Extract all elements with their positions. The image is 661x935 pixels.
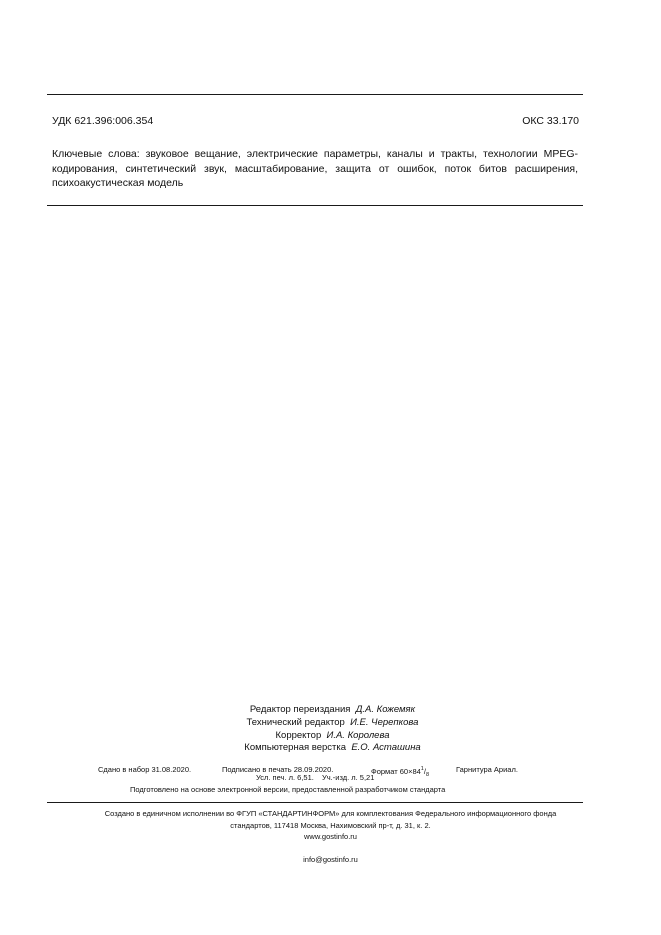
credit-name: И.Е. Черепкова: [350, 716, 419, 728]
keywords-block: [52, 147, 578, 191]
credit-tech-editor: [0, 717, 661, 730]
udk-code: УДК 621.396:006.354: [52, 115, 154, 127]
credit-role: Редактор переиздания: [249, 704, 351, 715]
top-rule: [47, 94, 583, 95]
oks-code: ОКС 33.170: [522, 115, 579, 127]
footer-contacts: [0, 831, 661, 866]
pub-format-prefix: Формат 60×84: [371, 767, 421, 776]
keywords-line: кодирования, синтетический звук, масштабирование, защита от ошибок, поток битов расширения,: [52, 162, 578, 175]
footer-block: [0, 808, 661, 866]
credit-name: Е.О. Асташина: [351, 742, 421, 754]
credit-name: И.А. Королева: [326, 729, 390, 741]
pub-format-num: 1: [420, 766, 424, 772]
pub-format: Формат $60\times 84^1/_8$: [371, 766, 430, 778]
footer-website[interactable]: www.gostinfo.ru: [304, 832, 357, 841]
footer-line2: стандартов, 117418 Москва, Нахимовский пр-т, д. 31, к. 2.: [230, 820, 431, 830]
keywords-line: психоакустическая модель: [52, 177, 184, 189]
credit-role: Технический редактор: [246, 716, 345, 728]
pub-signed: Подписано в печать 28.09.2020.: [222, 765, 334, 774]
keywords-line: Ключевые слова: звуковое вещание, электрические параметры, каналы и тракты, технологии MPEG-: [52, 148, 578, 160]
pub-prepared: Подготовлено на основе электронной версии, предоставленной разработчиком стандарта: [130, 785, 446, 794]
pub-edition-sheets: Уч.-изд. л. 5,21: [322, 773, 375, 782]
pub-submitted: Сдано в набор 31.08.2020.: [98, 765, 192, 774]
credit-editor: [0, 704, 661, 717]
credit-layout: [0, 742, 661, 755]
pub-sheets: Усл. печ. л. 6,51.: [256, 773, 314, 782]
keywords-rule: [47, 205, 583, 206]
credit-name: Д.А. Кожемяк: [355, 704, 416, 715]
credit-role: Компьютерная верстка: [244, 742, 347, 754]
footer-line1: Создано в единичном исполнении во ФГУП «СТАНДАРТИНФОРМ» для комплектования Федерального информационного фонда: [104, 809, 557, 818]
credit-proofreader: [0, 730, 661, 743]
footer-rule: [47, 802, 583, 803]
footer-email[interactable]: info@gostinfo.ru: [303, 855, 358, 864]
credits-block: [0, 704, 661, 755]
credit-role: Корректор: [275, 729, 322, 741]
pub-typeface: Гарнитура Ариал.: [456, 765, 518, 774]
pub-format-den: 8: [425, 772, 430, 778]
